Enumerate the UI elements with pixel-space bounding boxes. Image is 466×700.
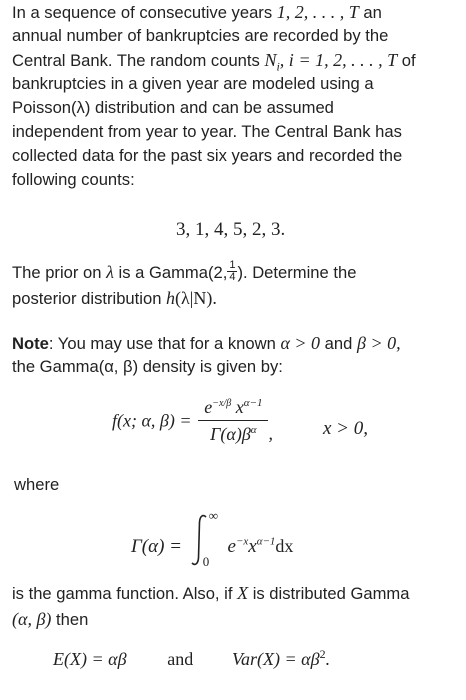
years-sequence: 1, 2, . . . , T	[276, 2, 359, 22]
moments-and: and	[167, 649, 194, 669]
prior-text-d: posterior distribution	[12, 289, 162, 308]
gamma-params: (α, β)	[12, 609, 52, 629]
intro-an: an	[363, 3, 382, 22]
prior-line-1: The prior on λ is a Gamma(2, $\frac{1}{4}$ ). Determine the	[12, 259, 357, 283]
counts-symbol: $N_i$	[264, 50, 280, 74]
prior-line-2	[12, 286, 458, 310]
intro-text-3: Central Bank. The random counts	[12, 51, 260, 70]
intro-paragraph	[12, 0, 458, 192]
note-text-1: : You may use that for a known	[48, 334, 276, 353]
density-lhs: f(x; α, β) =	[112, 410, 192, 431]
note-paragraph	[12, 331, 458, 379]
intro-text-5: Poisson(λ) distribution and can be assumed	[12, 98, 334, 117]
note-line-1	[12, 331, 458, 355]
gamma-text-line-1	[12, 581, 458, 605]
posterior-h: h	[166, 288, 176, 308]
prior-paragraph	[12, 260, 458, 310]
variance-formula: $Var(X) = \alpha\beta^2$.	[232, 647, 331, 669]
density-fraction: $\frac{e^{-x/\beta} x^{\alpha-1}}{\Gamma(\alpha)\beta^\alpha}$	[198, 397, 268, 445]
integral-sign: ∞ 0	[187, 510, 217, 566]
density-condition: x > 0,	[323, 418, 369, 439]
prior-text-b: is a Gamma(2,	[118, 263, 228, 282]
where-paragraph	[14, 473, 460, 497]
intro-text-4: bankruptcies in a given year are modeled using a	[12, 74, 374, 93]
where-label: where	[14, 475, 60, 494]
gamma-text-a: is the gamma function. Also, if	[12, 584, 233, 603]
posterior-args: (λ|N).	[175, 288, 217, 308]
moments-formula	[53, 649, 330, 671]
intro-text-2: annual number of bankruptcies are recorded by the	[12, 26, 389, 45]
gamma-function-formula	[131, 510, 293, 570]
intro-line-3: Central Bank. The random counts $N_i$, i = 1, 2, . . . , T of	[12, 50, 416, 74]
prior-fraction: $\frac{1}{4}$	[229, 259, 236, 283]
mean-formula: E(X) = αβ	[53, 649, 127, 669]
prior-text-c: ). Determine the	[237, 263, 357, 282]
gamma-lhs: Γ(α) =	[131, 536, 183, 557]
counts-range: = 1, 2, . . . , T	[298, 50, 398, 70]
beta-condition: β > 0,	[356, 333, 401, 353]
note-label: Note	[12, 334, 49, 353]
alpha-condition: α > 0	[280, 333, 321, 353]
prior-text-a: The prior on	[12, 263, 102, 282]
note-text-2: the Gamma(α, β) density is given by:	[12, 357, 283, 376]
counts-display	[176, 219, 285, 241]
gamma-text-paragraph	[12, 581, 458, 631]
note-and: and	[324, 334, 353, 353]
gamma-text-then: then	[56, 610, 89, 629]
intro-line-1	[12, 0, 458, 24]
intro-text-7: collected data for the past six years and recorded the	[12, 146, 403, 165]
counts-index: i	[288, 50, 294, 70]
density-comma: ,	[268, 423, 273, 444]
intro-text-8: following counts:	[12, 170, 135, 189]
gamma-text-line-2	[12, 607, 458, 631]
random-variable-x: X	[237, 583, 249, 603]
intro-of: of	[401, 51, 416, 70]
counts-values: 3, 1, 4, 5, 2, 3.	[176, 219, 286, 240]
gamma-text-b: is distributed Gamma	[252, 584, 410, 603]
intro-text-6: independent from year to year. The Central Bank has	[12, 122, 402, 141]
gamma-integrand: $e^{-x}x^{\alpha-1}dx$	[227, 535, 294, 557]
intro-text-1: In a sequence of consecutive years	[12, 3, 273, 22]
gamma-density-formula	[112, 397, 273, 445]
